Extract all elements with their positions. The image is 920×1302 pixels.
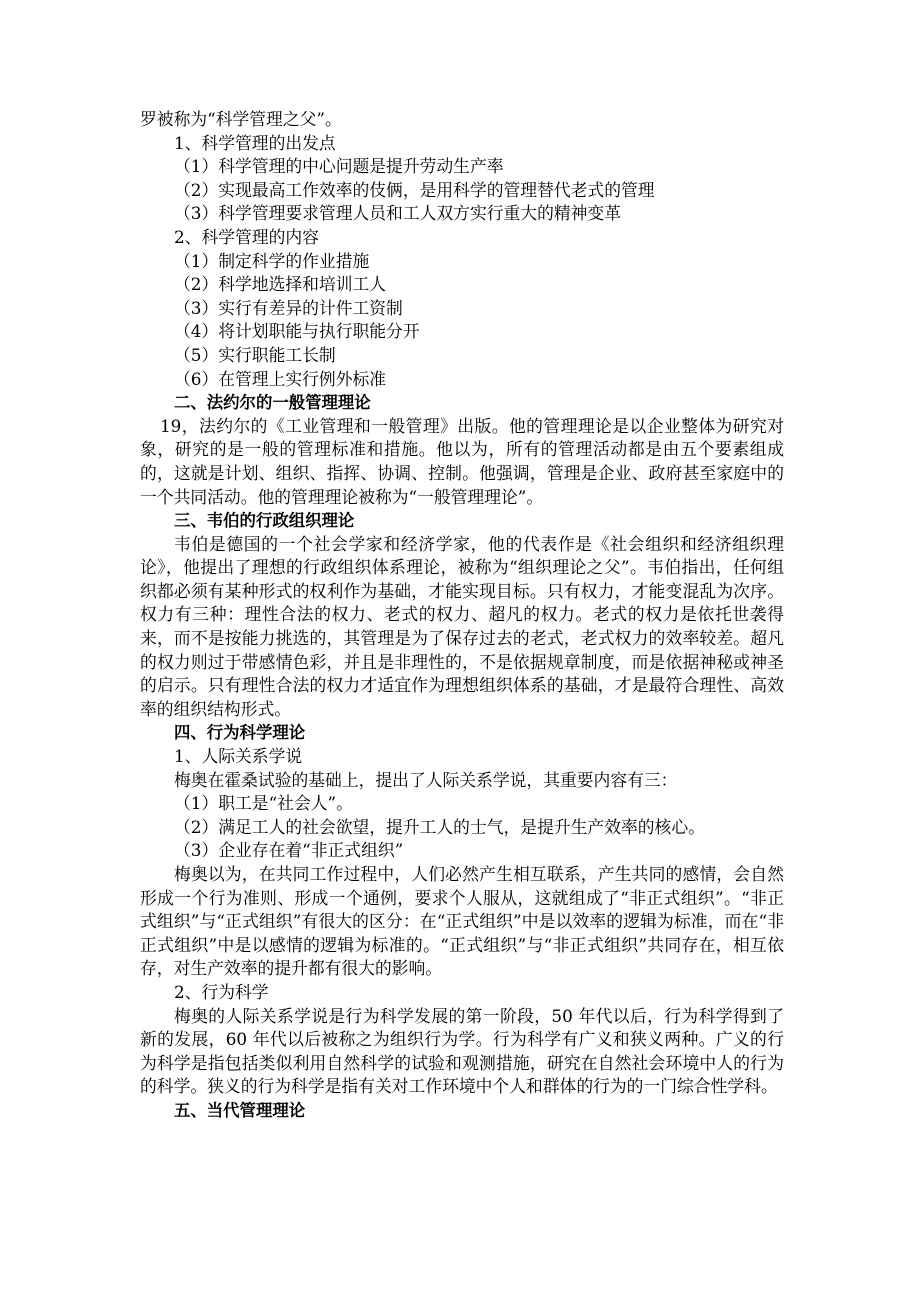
- section-heading: 二、法约尔的一般管理理论: [174, 393, 371, 413]
- paragraph-text: 19，法约尔的《工业管理和一般管理》出版。他的管理理论是以企业整体为研究对象，研究的是一般的管理标准和措施。他以为，所有的管理活动都是由五个要素组成的，这就是计划、组织、指挥、协调、控制。他强调，管理是企业、政府甚至家庭中的一个共同活动。他的管理理论被称为“一般管理理论”。: [140, 415, 784, 507]
- list-item: （1）科学管理的中心问题是提升劳动生产率: [174, 156, 504, 177]
- subsection-title: 2、行为科学: [174, 981, 269, 1002]
- list-item: （1）制定科学的作业措施: [174, 250, 370, 271]
- paragraph-informal-organization: [140, 863, 784, 981]
- paragraph-fayol: [140, 415, 784, 509]
- list-item: （2）满足工人的社会欲望，提升工人的士气，是提升生产效率的核心。: [174, 816, 705, 837]
- paragraph-behavioral-science: [140, 1005, 784, 1099]
- list-item: （3）企业存在着“非正式组织”: [174, 840, 404, 861]
- list-item: （3）科学管理要求管理人员和工人双方实行重大的精神变革: [174, 203, 621, 224]
- text-line: 罗被称为“科学管理之父”。: [140, 109, 342, 129]
- section-heading: 五、当代管理理论: [174, 1100, 306, 1120]
- subsection-title: 1、科学管理的出发点: [174, 132, 336, 153]
- list-item: （3）实行有差异的计件工资制: [174, 297, 403, 318]
- list-item: （5）实行职能工长制: [174, 344, 336, 365]
- subsection-title: 2、科学管理的内容: [174, 226, 319, 247]
- list-item: （2）科学地选择和培训工人: [174, 274, 387, 295]
- list-item: （4）将计划职能与执行职能分开: [174, 321, 420, 342]
- list-item: （1）职工是“社会人”。: [174, 793, 353, 814]
- paragraph-text: 梅奥的人际关系学说是行为科学发展的第一阶段，50 年代以后，行为科学得到了新的发展，60 年代以后被称之为组织行为学。行为科学有广义和狭义两种。广义的行为科学是指包括类似利用自然科学的试验和观测措施，研究在自然社会环境中人的行为的科学。狭义的行为科学是指有关对工作环境中个人和群体的行为的一门综合性学科。: [140, 1005, 784, 1097]
- section-heading: 三、韦伯的行政组织理论: [174, 511, 355, 531]
- subsection-title: 1、人际关系学说: [174, 746, 303, 767]
- paragraph-text: 韦伯是德国的一个社会学家和经济学家，他的代表作是《社会组织和经济组织理论》，他提出了理想的行政组织体系理论，被称为“组织理论之父”。韦伯指出，任何组织都必须有某种形式的权利作为基础，才能实现目标。只有权力，才能变混乱为次序。权力有三种：理性合法的权力、老式的权力、超凡的权力。老式的权力是依托世袭得来，而不是按能力挑选的，其管理是为了保存过去的老式，老式权力的效率较差。超凡的权力则过于带感情色彩，并且是非理性的，不是依据规章制度，而是依据神秘或神圣的启示。只有理性合法的权力才适宜作为理想组织体系的基础，才是最符合理性、高效率的组织结构形式。: [140, 533, 784, 719]
- list-item: （2）实现最高工作效率的伎俩，是用科学的管理替代老式的管理: [174, 179, 655, 200]
- list-item: （6）在管理上实行例外标准: [174, 368, 387, 389]
- paragraph-weber: [140, 533, 784, 722]
- paragraph-text: 梅奥以为，在共同工作过程中，人们必然产生相互联系，产生共同的感情，会自然形成一个行为准则、形成一个通例，要求个人服从，这就组成了“非正式组织”。“非正式组织”与“正式组织”有很大的区分：在“正式组织”中是以效率的逻辑为标准，而在“非正式组织”中是以感情的逻辑为标准的。“正式组织”与“非正式组织”共同存在，相互依存，对生产效率的提升都有很大的影响。: [140, 864, 784, 979]
- text-line: 梅奥在霍桑试验的基础上，提出了人际关系学说，其重要内容有三：: [174, 769, 678, 790]
- section-heading: 四、行为科学理论: [174, 723, 306, 743]
- document-page: [140, 108, 784, 1123]
